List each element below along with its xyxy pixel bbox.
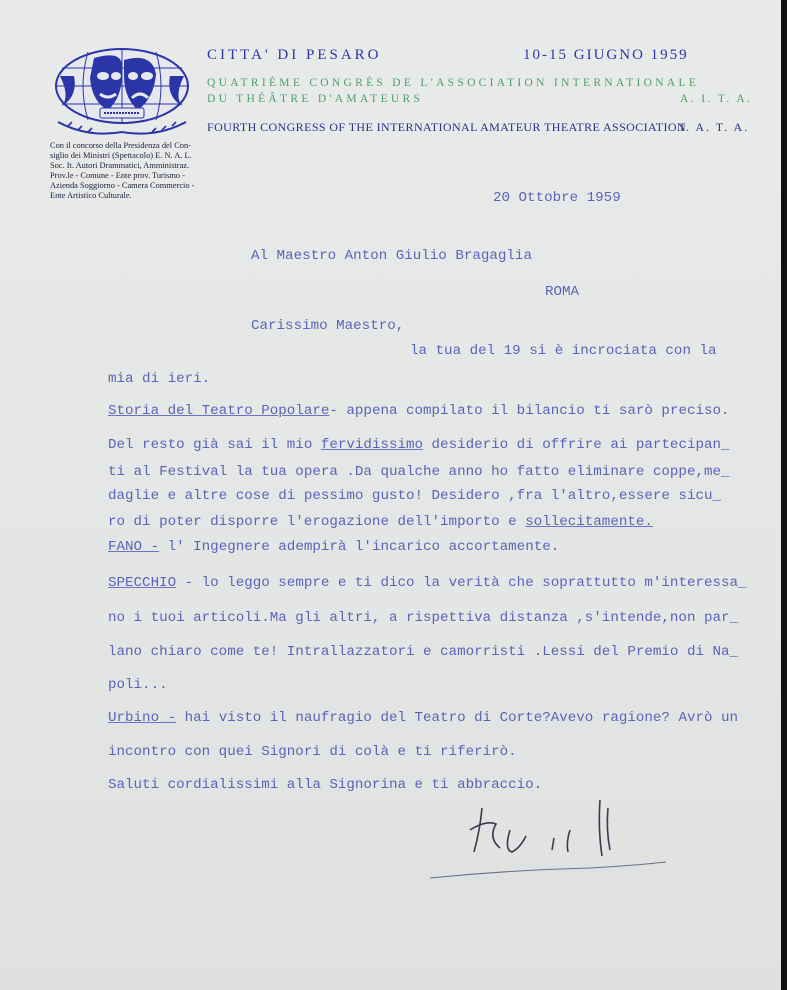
sponsor-line: Ente Artistico Culturale. <box>50 191 132 200</box>
letterhead-english-line: FOURTH CONGRESS OF THE INTERNATIONAL AMATEUR THEATRE ASSOCIATION <box>207 120 687 134</box>
sponsor-line: Azienda Soggiorno - Camera Commercio - <box>50 181 195 190</box>
paragraph-6-line-2: incontro con quei Signori di colà e ti riferirò. <box>108 744 517 760</box>
letterhead-city: CITTA' DI PESARO <box>207 47 382 63</box>
letter-closing: Saluti cordialissimi alla Signorina e ti abbraccio. <box>108 777 543 793</box>
fervidissimo-word: fervidissimo <box>320 437 424 453</box>
letterhead-aita: A. I. T. A. <box>680 93 753 105</box>
paragraph-2-text: - appena compilato il bilancio ti sarò preciso. <box>329 403 730 419</box>
paragraph-5-line-2: no i tuoi articoli.Ma gli altri, a rispettiva distanza ,s'intende,non par_ <box>108 610 739 626</box>
paragraph-3-line-4 <box>108 514 653 530</box>
paragraph-3-text: Del resto già sai il mio <box>108 437 321 453</box>
storia-heading: Storia del Teatro Popolare <box>108 403 330 419</box>
letterhead-iata: I. A. T. A. <box>680 120 750 134</box>
sponsor-line: Soc. It. Autori Drammatici, Amministraz. <box>50 161 190 170</box>
letterhead-dates: 10-15 GIUGNO 1959 <box>523 47 689 63</box>
paragraph-4 <box>108 539 559 555</box>
page-edge <box>781 0 787 990</box>
paragraph-3-line-1 <box>108 437 730 453</box>
sponsor-line: Prov.le - Comune - Ente prov. Turismo - <box>50 171 185 180</box>
sollecitamente-word: sollecitamente. <box>525 514 653 530</box>
paragraph-5-text: - lo leggo sempre e ti dico la verità che soprattutto m'interessa_ <box>176 575 747 591</box>
sponsor-list <box>50 141 218 201</box>
letter-date: 20 Ottobre 1959 <box>493 190 621 206</box>
theatre-masks-globe-logo <box>48 46 196 138</box>
letterhead-french-line-1: QUATRIÈME CONGRÈS DE L'ASSOCIATION INTERNATIONALE <box>207 77 700 89</box>
paragraph-5-line-4: poli... <box>108 677 168 693</box>
urbino-heading: Urbino - <box>108 710 177 726</box>
paragraph-3-text: desiderio di offrire ai partecipan_ <box>423 437 730 453</box>
handwritten-signature <box>430 790 670 890</box>
paragraph-6-line-1 <box>108 710 738 726</box>
paragraph-1-line-1: la tua del 19 si è incrociata con la <box>410 343 717 359</box>
sponsor-line: Con il concorso della Presidenza del Con- <box>50 141 191 150</box>
letter-salutation: Carissimo Maestro, <box>251 318 405 334</box>
paragraph-5-line-1 <box>108 575 747 591</box>
fano-heading: FANO - <box>108 539 160 555</box>
paragraph-6-text: hai visto il naufragio del Teatro di Corte?Avevo ragione? Avrò un <box>176 710 739 726</box>
paragraph-2 <box>108 403 730 419</box>
letter-place: ROMA <box>545 284 580 300</box>
letter-recipient: Al Maestro Anton Giulio Bragaglia <box>251 248 532 264</box>
paragraph-4-text: l' Ingegnere adempirà l'incarico accortamente. <box>159 539 560 555</box>
letterhead-french-line-2: DU THÉÂTRE D'AMATEURS <box>207 93 424 105</box>
paragraph-3-text: ro di poter disporre l'erogazione dell'importo e <box>108 514 526 530</box>
specchio-heading: SPECCHIO <box>108 575 177 591</box>
paragraph-5-line-3: lano chiaro come te! Intrallazzatori e camorristi .Lessi del Premio di Na_ <box>108 644 739 660</box>
sponsor-line: siglio dei Ministri (Spettacolo) E. N. A. L. <box>50 151 192 160</box>
paragraph-3-line-3: daglie e altre cose di pessimo gusto! Desidero ,fra l'altro,essere sicu_ <box>108 488 721 504</box>
paragraph-1-line-2: mia di ieri. <box>108 371 211 387</box>
paragraph-3-line-2: ti al Festival la tua opera .Da qualche anno ho fatto eliminare coppe,me_ <box>108 464 730 480</box>
